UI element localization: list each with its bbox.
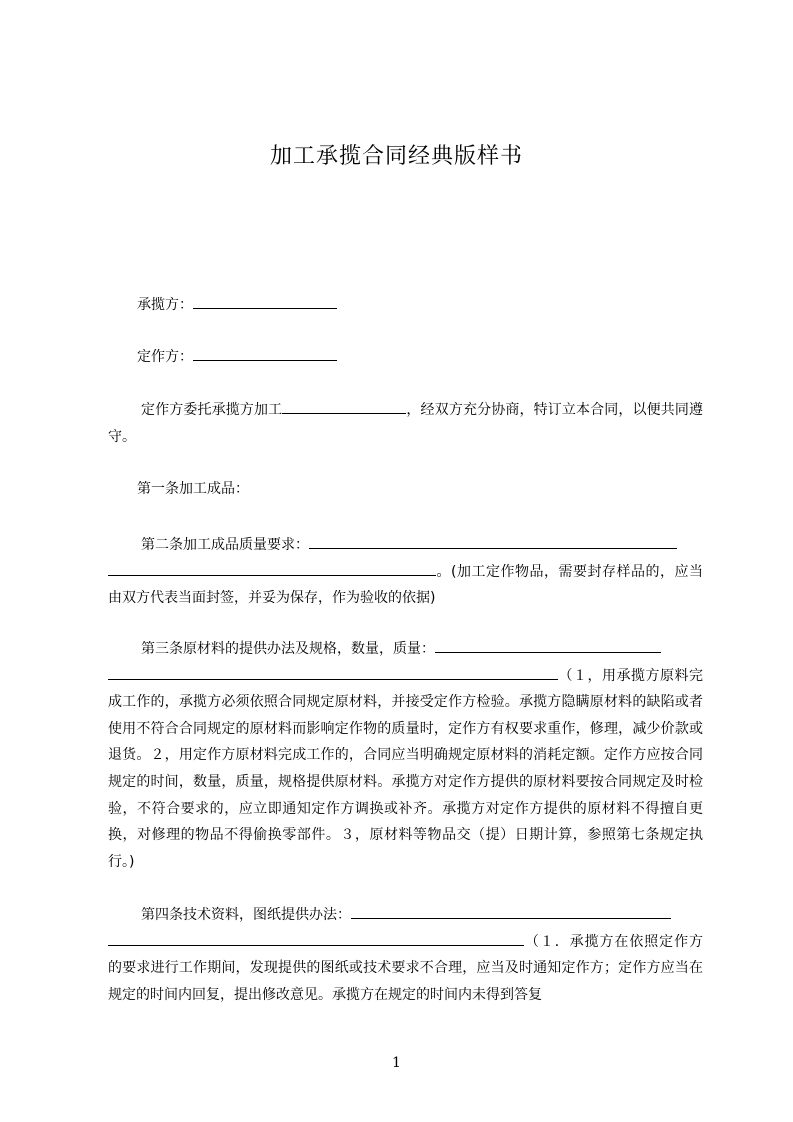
document-title: 加工承揽合同经典版样书 xyxy=(269,144,523,169)
article-2-blank-1[interactable] xyxy=(309,534,677,549)
article-2-blank-2[interactable] xyxy=(108,561,436,576)
article-3-blank-1[interactable] xyxy=(435,638,661,653)
orderer-label: 定作方： xyxy=(137,349,193,365)
contractor-label: 承揽方： xyxy=(137,297,193,313)
article-2 xyxy=(108,532,703,612)
orderer-blank[interactable] xyxy=(193,346,337,361)
intro-after: ，经双方充分协商，特订立本合同，以便共同遵守。 xyxy=(108,402,704,445)
article-1-label: 第一条加工成品： xyxy=(137,481,249,497)
article-2-label: 第二条加工成品质量要求： xyxy=(141,537,309,553)
article-4 xyxy=(108,902,703,1008)
orderer-line xyxy=(137,346,337,366)
article-3-tail: （１，用承揽方原料完成工作的，承揽方必须依照合同规定原材料，并接受定作方检验。承揽方隐瞒原材料的缺陷或者使用不符合合同规定的原材料而影响定作物的质量时，定作方有权要求重作，修理，减少价款或退货。２，用定作方原材料完成工作的，合同应当明确规定原材料的消耗定额。定作方应按合同规定的时间，数量，质量，规格提供原材料。承揽方对定作方提供的原材料要按合同规定及时检验，不符合要求的，应立即通知定作方调换或补齐。承揽方对定作方提供的原材料不得擅自更换，对修理的物品不得偷换零部件。３，原材料等物品交（提）日期计算，参照第七条规定执行。) xyxy=(108,667,703,870)
contractor-line xyxy=(137,294,337,314)
intro-paragraph xyxy=(108,397,703,450)
article-4-tail: （１．承揽方在依照定作方的要求进行工作期间，发现提供的图纸或技术要求不合理，应当及时通知定作方；定作方应当在规定的时间内回复，提出修改意见。承揽方在规定的时间内未得到答复 xyxy=(108,933,703,1003)
article-3 xyxy=(108,636,703,875)
intro-before: 定作方委托承揽方加工 xyxy=(141,402,283,418)
article-1 xyxy=(137,480,249,498)
contractor-blank[interactable] xyxy=(193,294,337,309)
intro-blank[interactable] xyxy=(282,399,406,414)
article-3-blank-2[interactable] xyxy=(108,665,558,680)
article-2-tail: 。(加工定作物品，需要封存样品的，应当由双方代表当面封签，并妥为保存，作为验收的依据) xyxy=(108,563,703,607)
article-3-label: 第三条原材料的提供办法及规格，数量，质量： xyxy=(141,641,435,657)
article-4-label: 第四条技术资料，图纸提供办法： xyxy=(141,907,351,923)
article-4-blank-2[interactable] xyxy=(108,931,524,946)
article-4-blank-1[interactable] xyxy=(351,904,671,919)
page-number: 1 xyxy=(392,1055,401,1071)
